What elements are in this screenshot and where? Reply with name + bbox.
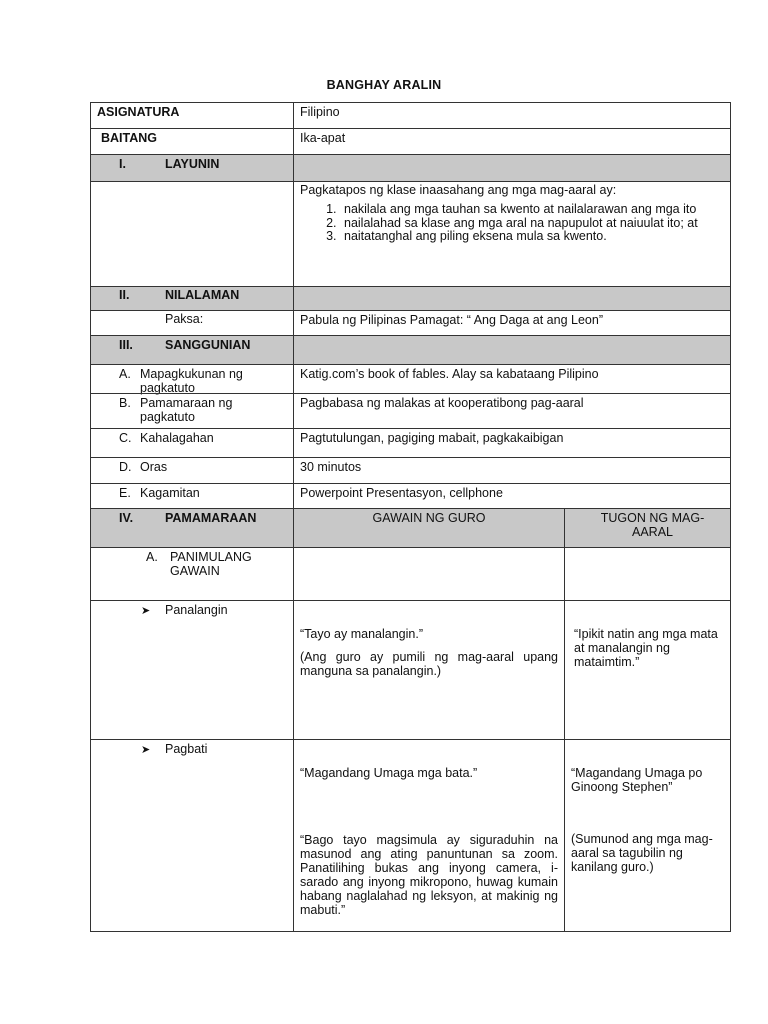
baitang-label: BAITANG	[90, 128, 294, 155]
asignatura-label: ASIGNATURA	[90, 102, 294, 129]
row-c-value: Pagtutulungan, pagiging mabait, pagkakaibigan	[293, 428, 731, 458]
pagbati-magaaral-line1: “Magandang Umaga po Ginoong Stephen”	[571, 766, 703, 794]
panalangin-cell	[90, 600, 294, 740]
layunin-left-empty	[90, 181, 294, 287]
baitang-value: Ika-apat	[293, 128, 731, 155]
layunin-intro: Pagkatapos ng klase inaasahang ang mga mag-aaral ay:	[300, 183, 617, 197]
row-b-label: Pamamaraan ng pagkatuto	[140, 396, 233, 424]
panimula-magaaral-empty	[564, 547, 731, 601]
sanggunian-header-right	[293, 335, 731, 365]
sanggunian-num: III.	[119, 338, 133, 352]
lesson-plan-table	[90, 102, 731, 932]
panimula-guro-empty	[293, 547, 565, 601]
nilalaman-header	[90, 286, 294, 311]
sanggunian-row-d-label	[90, 457, 294, 484]
row-b-letter: B.	[119, 396, 131, 410]
col-header-guro: GAWAIN NG GURO	[293, 508, 565, 548]
pamamaraan-header	[90, 508, 294, 548]
pamamaraan-num: IV.	[119, 511, 134, 525]
nilalaman-header-right	[293, 286, 731, 311]
row-c-letter: C.	[119, 431, 132, 445]
paksa-label: Paksa:	[165, 312, 204, 326]
sanggunian-heading: SANGGUNIAN	[165, 338, 251, 352]
layunin-item-3: 3. naitatanghal ang piling eksena mula sa kwento.	[340, 230, 724, 244]
pagbati-magaaral	[564, 739, 731, 932]
layunin-content	[293, 181, 731, 287]
nilalaman-heading: NILALAMAN	[165, 288, 240, 302]
paksa-value: Pabula ng Pilipinas Pamagat: “ Ang Daga at ang Leon”	[293, 310, 731, 336]
layunin-header-right	[293, 154, 731, 182]
panalangin-arrow-icon: ➤	[141, 605, 151, 617]
row-d-value: 30 minutos	[293, 457, 731, 484]
row-c-label: Kahalagahan	[140, 431, 214, 445]
panimula-letter: A.	[146, 550, 158, 564]
panimula-cell	[90, 547, 294, 601]
pagbati-label: Pagbati	[165, 742, 208, 756]
sanggunian-row-b-label	[90, 393, 294, 429]
pagbati-cell	[90, 739, 294, 932]
pagbati-guro	[293, 739, 565, 932]
pagbati-guro-line2: “Bago tayo magsimula ay siguraduhin na masunod ang ating panuntunan sa zoom. Panatilihing bukas ang inyong camera, i-sarado ang inyong mikropono, huwag kumain habang naglalahad ng leksyon, at makinig ng mabuti.”	[300, 833, 558, 917]
row-a-label: Mapagkukunan ng pagkatuto	[140, 367, 243, 395]
layunin-item-1: 1. nakilala ang mga tauhan sa kwento at nailalarawan ang mga ito	[340, 203, 724, 217]
layunin-list	[300, 203, 724, 244]
row-e-label: Kagamitan	[140, 486, 200, 500]
nilalaman-num: II.	[119, 288, 130, 302]
row-d-label: Oras	[140, 460, 168, 474]
paksa-label-cell	[90, 310, 294, 336]
panalangin-label: Panalangin	[165, 603, 228, 617]
panalangin-guro-line2: (Ang guro ay pumili ng mag-aaral upang manguna sa panalangin.)	[300, 650, 558, 678]
layunin-header	[90, 154, 294, 182]
pagbati-arrow-icon: ➤	[141, 744, 151, 756]
pamamaraan-heading: PAMAMARAAN	[165, 511, 257, 525]
layunin-heading: LAYUNIN	[165, 157, 220, 171]
sanggunian-header	[90, 335, 294, 365]
panalangin-magaaral	[564, 600, 731, 740]
asignatura-value: Filipino	[293, 102, 731, 129]
panalangin-magaaral-text: “Ipikit natin ang mga mata at manalangin ng mataimtim.”	[574, 627, 718, 669]
row-b-value: Pagbabasa ng malakas at kooperatibong pag-aaral	[293, 393, 731, 429]
pagbati-magaaral-line2: (Sumunod ang mga mag-aaral sa tagubilin ng kanilang guro.)	[571, 832, 713, 874]
layunin-num: I.	[119, 157, 126, 171]
layunin-item-2: 2. nailalahad sa klase ang mga aral na napupulot at naiuulat ito; at	[340, 217, 724, 231]
row-a-value: Katig.com’s book of fables. Alay sa kabataang Pilipino	[293, 364, 731, 394]
panimula-label: PANIMULANG GAWAIN	[170, 550, 252, 578]
document-title: BANGHAY ARALIN	[326, 78, 442, 92]
row-e-letter: E.	[119, 486, 131, 500]
row-e-value: Powerpoint Presentasyon, cellphone	[293, 483, 731, 509]
sanggunian-row-e-label	[90, 483, 294, 509]
sanggunian-row-c-label	[90, 428, 294, 458]
sanggunian-row-a-label	[90, 364, 294, 394]
row-a-letter: A.	[119, 367, 131, 381]
col-header-magaaral: TUGON NG MAG-AARAL	[564, 508, 731, 548]
row-d-letter: D.	[119, 460, 132, 474]
pagbati-guro-line1: “Magandang Umaga mga bata.”	[300, 766, 478, 780]
panalangin-guro	[293, 600, 565, 740]
panalangin-guro-line1: “Tayo ay manalangin.”	[300, 627, 423, 641]
